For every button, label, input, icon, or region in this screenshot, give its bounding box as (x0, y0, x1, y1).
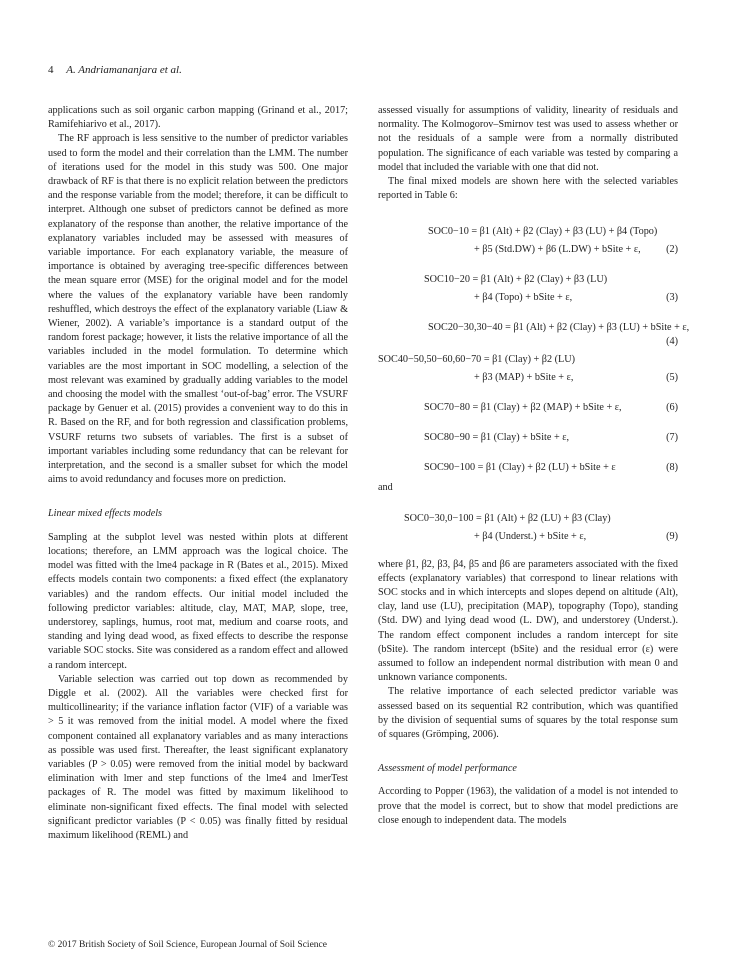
left-paragraph-1: applications such as soil organic carbon mapping (Grinand et al., 2017; Ramifehiarivo et al., 2017). (48, 105, 348, 131)
right-paragraph-2: The final mixed models are shown here with the selected variables reported in Table 6: (378, 176, 678, 202)
equation-number-5: (5) (666, 372, 678, 384)
right-paragraph-3: where β1, β2, β3, β4, β5 and β6 are parameters associated with the fixed effects (explanatory variables) that correspond to linear relations with SOC stocks and in which intercepts and slopes depend on altitude (Alt), clay, land use (LU), precipitation (MAP), topography (Topo), standing (Std. DW) and lying dead wood (L. DW), and understorey (Underst.). The random effect component includes a random intercept for site (bSite). The random intercept (bSite) and the residual error (ε) were assumed to follow an independent normal distribution with mean 0 and unknown variance components. (378, 558, 678, 684)
section-heading-assessment: Assessment of model performance (378, 763, 517, 775)
equation-4-line-1: SOC20−30,30−40 = β1 (Alt) + β2 (Clay) + β3 (LU) + bSite + ε, (428, 322, 690, 334)
equation-3-line-2: + β4 (Topo) + bSite + ε, (3) (378, 291, 678, 305)
equation-number-3: (3) (666, 292, 678, 304)
and-connector: and (378, 482, 393, 494)
equation-8: SOC90−100 = β1 (Clay) + β2 (LU) + bSite + ε (8) (378, 461, 678, 475)
left-paragraph-4: Variable selection was carried out top down as recommended by Diggle et al. (2002). All the variables were checked first for multicollinearity; if the variance inflation factor (VIF) of a variable was > 5 it was removed from the initial model. A model where the fixed component contained all explanatory variables and as many interactions as possible was used first. Thereafter, the least significant explanatory variables (P > 0.05) were removed from the initial model by backward elimination with lmer and step functions of the lme4 and lmerTest packages of R. The model was fitted by maximum likelihood to eliminate non-significant fixed effects. The final model with selected significant predictor variables (P < 0.05) was finally fitted by residual maximum likelihood (REML) and (48, 673, 348, 841)
equation-4-number-line (378, 335, 678, 349)
right-paragraph-4: The relative importance of each selected predictor variable was assessed based on its sequential R2 contribution, which was quantified by the division of sequential sums of squares by the total response sum of squares (Grömping, 2006). (378, 686, 678, 741)
section-heading-lmm: Linear mixed effects models (48, 508, 163, 520)
equation-5-line-2: + β3 (MAP) + bSite + ε, (5) (378, 371, 678, 385)
equation-5-line-1: SOC40−50,50−60,60−70 = β1 (Clay) + β2 (LU) (378, 354, 575, 366)
author-line: A. Andriamananjara et al. (66, 64, 182, 76)
right-paragraph-5: According to Popper (1963), the validation of a model is not intended to prove that the model is correct, but to show that model predictions are close enough to independent data. The models (378, 786, 678, 826)
left-paragraph-2: The RF approach is less sensitive to the number of predictor variables used to form the model and their correlation than the LMM. The number of iterations used for the model in this study was 500. One major drawback of RF is that there is no explicit relation between the predictors and the response variable from the model; therefore, it can be difficult to interpret. Although one subset of predictors cannot be defined as more explanatory of the response than another, the relative importance of the explanatory variables included may be assessed with measures of variable importance. For each explanatory variable, the measure of importance is obtained by averaging tree-specific differences between the mean square error (MSE) for the original model and for the model where the values of the explanatory variable have been randomly reshuffled, which destroys the effect of the explanatory variable (Liaw & Wiener, 2002). A variable’s importance is a standard output of the random forest package; however, it lists the relative importance of all the variables included in the model formulation. To determine which variables are the most important in SOC modelling, a selection of the most relevant was examined by gradually adding variables to the model and choosing the model with the smallest ‘out-of-bag’ error. The VSURF package by Genuer et al. (2015) provides a convenient way to do this in R. Based on the RF, and for both regression and classification problems, VSURF returns two subsets of variables. The first is a subset of important variables including some redundancy that can be relevant for interpretation, and the second is a smaller subset for which the model aims to avoid redundancy and focuses more on prediction. (48, 133, 348, 486)
equation-9-line-1: SOC0−30,0−100 = β1 (Alt) + β2 (LU) + β3 (Clay) (404, 512, 611, 524)
equation-2-line-2: + β5 (Std.DW) + β6 (L.DW) + bSite + ε, (2) (378, 243, 678, 257)
equation-number-7: (7) (666, 432, 678, 444)
right-paragraph-1: assessed visually for assumptions of validity, linearity of residuals and normality. The Kolmogorov–Smirnov test was used to assess whether or not the residuals of a sample were from a normally distributed population. The significance of each variable was tested by comparing a model that included the variable with one that did not. (378, 105, 678, 173)
right-column (378, 104, 690, 828)
page-footer: © 2017 British Society of Soil Science, European Journal of Soil Science (48, 940, 327, 950)
equation-number-9: (9) (666, 530, 678, 542)
equation-number-8: (8) (666, 462, 678, 474)
running-header (48, 64, 182, 76)
equation-9-line-2: + β4 (Underst.) + bSite + ε, (9) (378, 530, 678, 544)
equation-number-4: (4) (666, 336, 678, 348)
equation-number-6: (6) (666, 402, 678, 414)
left-column (48, 104, 348, 843)
equation-7: SOC80−90 = β1 (Clay) + bSite + ε, (7) (378, 431, 678, 445)
equation-2-line-1: SOC0−10 = β1 (Alt) + β2 (Clay) + β3 (LU) + β4 (Topo) (428, 226, 658, 238)
left-paragraph-3: Sampling at the subplot level was nested within plots at different locations; therefore, an LMM approach was the logical choice. The model was fitted with the lme4 package in R (Bates et al., 2015). Mixed effects models contain two components: a fixed effect (the explanatory variables) and the random effects. Our initial model included the following predictor variables: altitude, clay, MAT, MAP, slope, tree, understorey, saplings, humus, root mat, medium and coarse roots, and standing and lying dead wood, as fixed effects to describe the response variable SOC stocks. Site was considered as a random effect and allowed a random intercept. (48, 531, 348, 671)
equation-number-2: (2) (666, 244, 678, 256)
equation-3-line-1: SOC10−20 = β1 (Alt) + β2 (Clay) + β3 (LU) (424, 274, 608, 286)
page-number: 4 (48, 64, 54, 76)
equation-6: SOC70−80 = β1 (Clay) + β2 (MAP) + bSite + ε, (6) (378, 401, 678, 415)
